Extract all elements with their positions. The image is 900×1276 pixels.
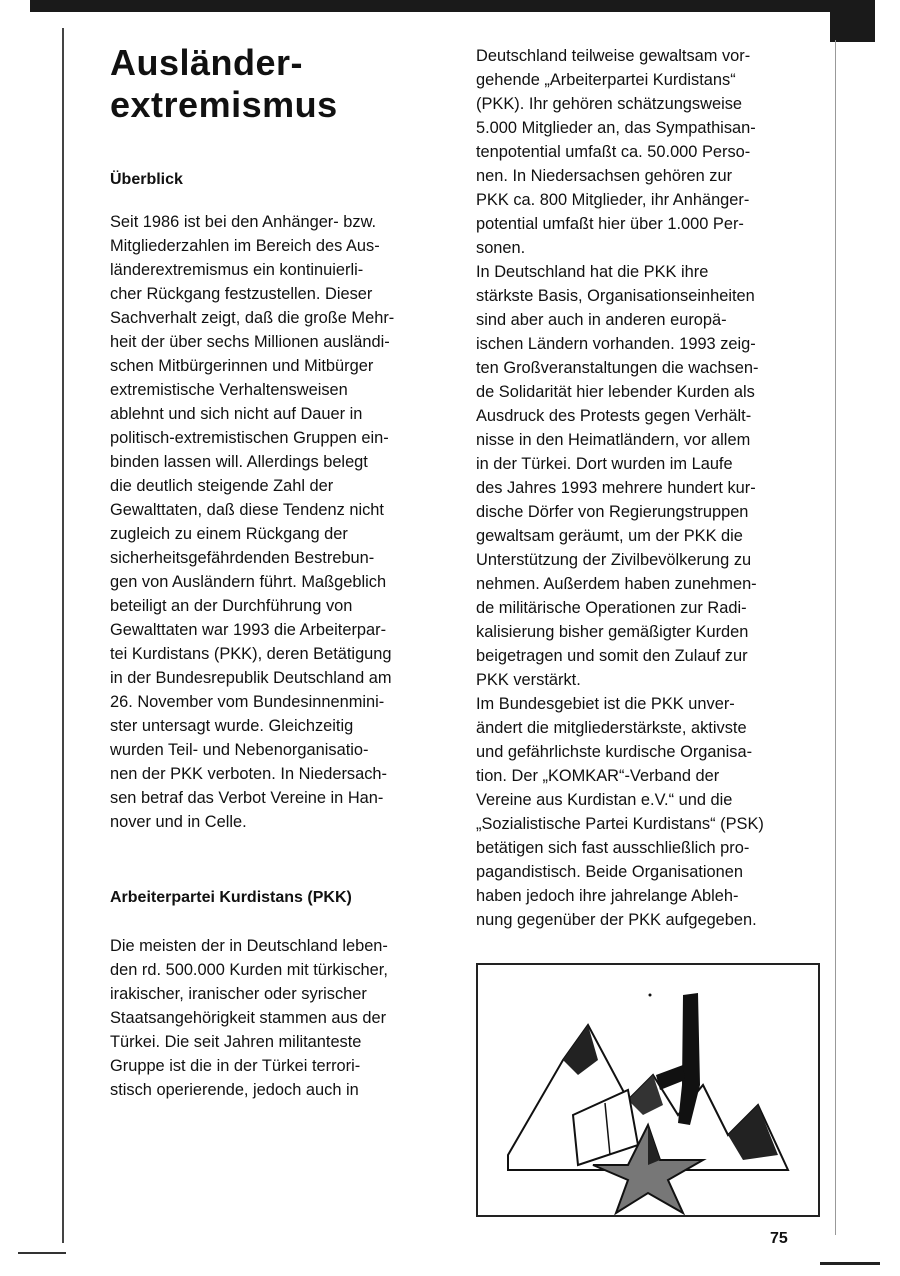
scan-bottom-right-mark — [820, 1262, 880, 1265]
scan-bottom-left-mark — [18, 1252, 66, 1254]
page-right-margin-rule — [835, 40, 836, 1235]
rifle-stock — [656, 1065, 685, 1090]
section-heading-pkk: Arbeiterpartei Kurdistans (PKK) — [110, 889, 352, 906]
page-left-margin-rule — [62, 28, 64, 1243]
scan-top-border — [30, 0, 875, 12]
page-number: 75 — [770, 1230, 788, 1247]
pkk-emblem-illustration — [476, 963, 820, 1217]
overview-paragraph: Seit 1986 ist bei den Anhänger- bzw. Mitgliederzahlen im Bereich des Aus- länderextremismus ein kontinuierli- cher Rückgang festzustellen. Dieser Sachverhalt zeigt, daß die große Mehr- heit der über sechs Millionen ausländi- schen Mitbürgerinnen und Mitbürger extremistische Verhaltensweisen ablehnt und sich nicht auf Dauer in politisch-extremistischen Gruppen ein- binden lassen will. Allerdings belegt die deutlich steigende Zahl der Gewalttaten, daß diese Tendenz nicht zugleich zu einem Rückgang der sicherheitsgefährdenden Bestrebun- gen von Ausländern führt. Maßgeblich beteiligt an der Durchführung von Gewalttaten war 1993 die Arbeiterpar- tei Kurdistans (PKK), deren Betätigung in der Bundesrepublik Deutschland am 26. November vom Bundesinnenmini- ster untersagt wurde. Gleichzeitig wurden Teil- und Nebenorganisatio- nen der PKK verboten. In Niedersach- sen betraf das Verbot Vereine in Han- nover und in Celle. — [110, 213, 395, 831]
scan-top-corner-mark — [830, 8, 875, 42]
right-column-text: Deutschland teilweise gewaltsam vor- gehende „Arbeiterpartei Kurdistans“ (PKK). Ihr gehören schätzungsweise 5.000 Mitglieder an, das Sympathisan- tenpotential umfaßt ca. 50.000 Perso- nen. In Niedersachsen gehören zur PKK ca. 800 Mitglieder, ihr Anhänger- potential umfaßt hier über 1.000 Per- sonen. In Deutschland hat die PKK ihre stärkste Basis, Organisationseinheiten sind aber auch in anderen europä- ischen Ländern vorhanden. 1993 zeig- ten Großveranstaltungen die wachsen- de Solidarität hier lebender Kurden als Ausdruck des Protests gegen Verhält- nisse in den Heimatländern, vor allem in der Türkei. Dort wurden im Laufe des Jahres 1993 mehrere hundert kur- dische Dörfer von Regierungstruppen gewaltsam geräumt, um der PKK die Unterstützung der Zivilbevölkerung zu nehmen. Außerdem haben zunehmen- de militärische Operationen zur Radi- kalisierung bisher gemäßigter Kurden beigetragen und somit den Zulauf zur PKK verstärkt. Im Bundesgebiet ist die PKK unver- ändert die mitgliederstärkste, aktivste und gefährlichste kurdische Organisa- tion. Der „KOMKAR“-Verband der Vereine aus Kurdistan e.V.“ und die „Sozialistische Partei Kurdistans“ (PSK) betätigen sich fast ausschließlich pro- pagandistisch. Beide Organisationen haben jedoch ihre jahrelange Ableh- nung gegenüber der PKK aufgegeben. — [476, 47, 764, 929]
mountain-star-illustration — [478, 965, 818, 1215]
pkk-paragraph-left: Die meisten der in Deutschland leben- den rd. 500.000 Kurden mit türkischer, irakischer, iranischer oder syrischer Staatsangehörigkeit stammen aus der Türkei. Die seit Jahren militanteste Gruppe ist die in der Türkei terrori- stisch operierende, jedoch auch in — [110, 937, 388, 1099]
page-title: Ausländer- extremismus — [110, 42, 338, 125]
section-heading-overview: Überblick — [110, 171, 183, 188]
